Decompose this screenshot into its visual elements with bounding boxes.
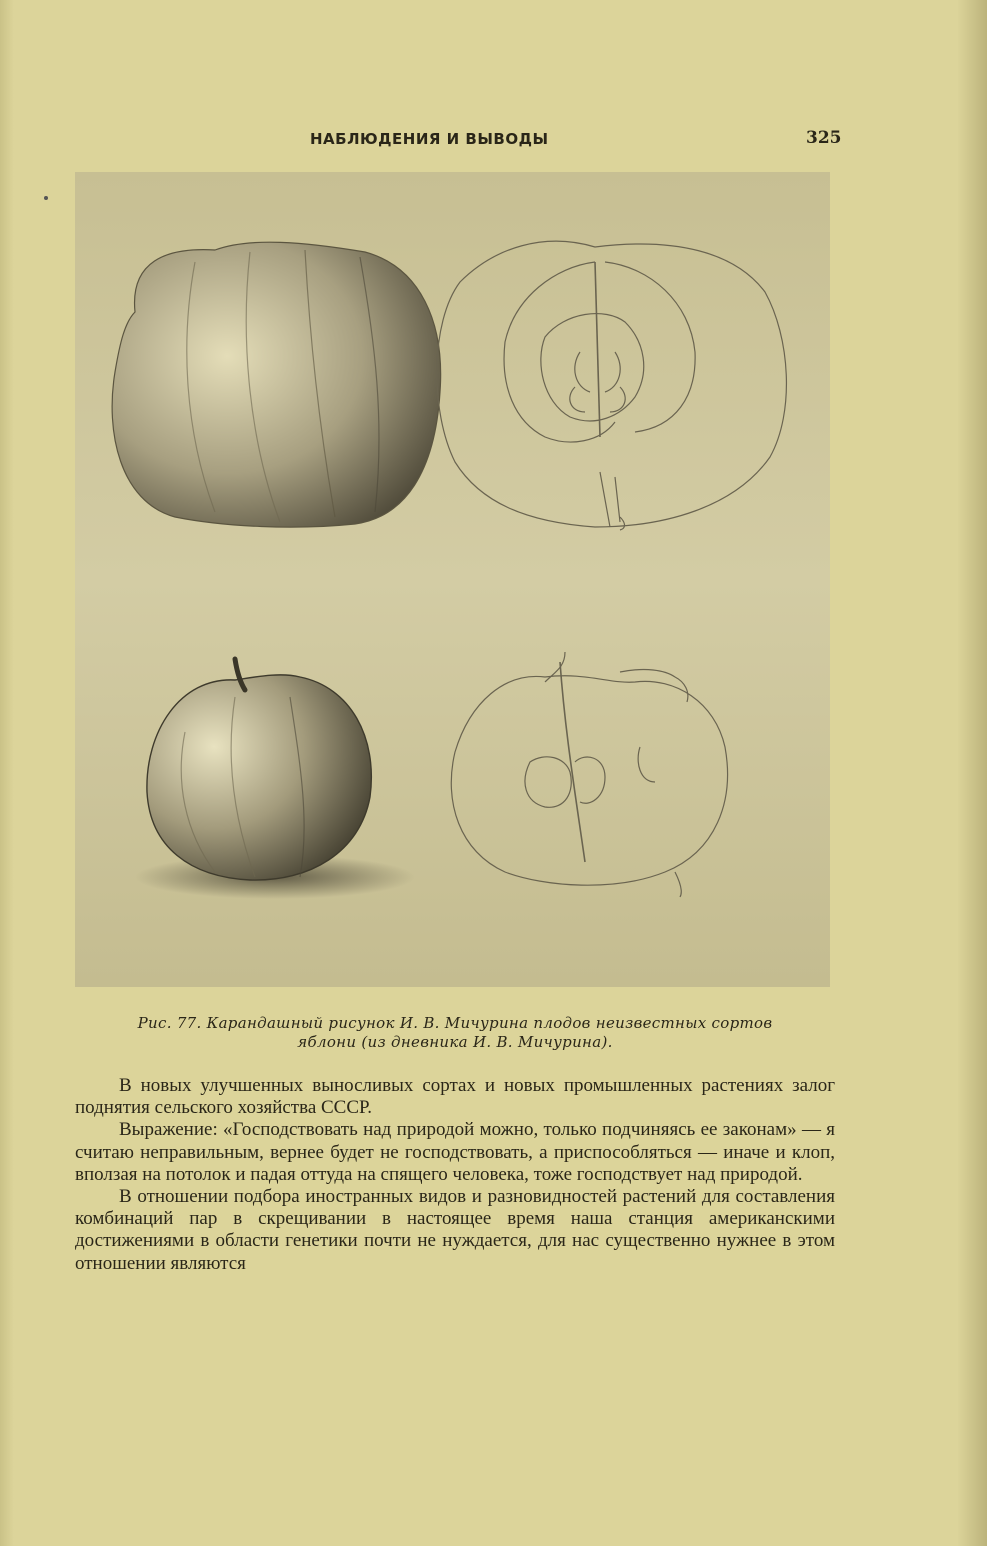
ink-speck xyxy=(44,196,48,200)
figure-caption xyxy=(70,1014,840,1052)
paragraph: Выражение: «Господствовать над природой можно, только подчиняясь ее законам» — я считаю неправильным, вернее будет не господствовать, а приспособляться — иначе и клоп, вползая на потолок и падая оттуда на спящего человека, тоже господствует над природой. xyxy=(75,1119,835,1185)
page-number: 325 xyxy=(806,128,842,148)
paragraph: В отношении подбора иностранных видов и разновидностей растений для составления комбинаций пар в скрещивании в настоящее время наша станция американскими достижениями в области генетики почти не нуждается, для нас существенно нужнее в этом отношении являются xyxy=(75,1186,835,1274)
page-edge-shadow-right xyxy=(957,0,987,1546)
page-edge-shadow-left xyxy=(0,0,14,1546)
paragraph: В новых улучшенных выносливых сортах и новых промышленных растениях залог поднятия сельского хозяйства СССР. xyxy=(75,1075,835,1119)
whole-apple-top xyxy=(112,242,441,527)
running-title: НАБЛЮДЕНИЯ И ВЫВОДЫ xyxy=(310,130,549,148)
caption-line-1: Рис. 77. Карандашный рисунок И. В. Мичурина плодов неизвестных сортов xyxy=(137,1014,773,1032)
apple-drawings-figure xyxy=(75,172,830,987)
pencil-drawing xyxy=(75,172,830,987)
body-text xyxy=(75,1075,835,1275)
caption-line-2: яблони (из дневника И. В. Мичурина). xyxy=(297,1033,613,1051)
